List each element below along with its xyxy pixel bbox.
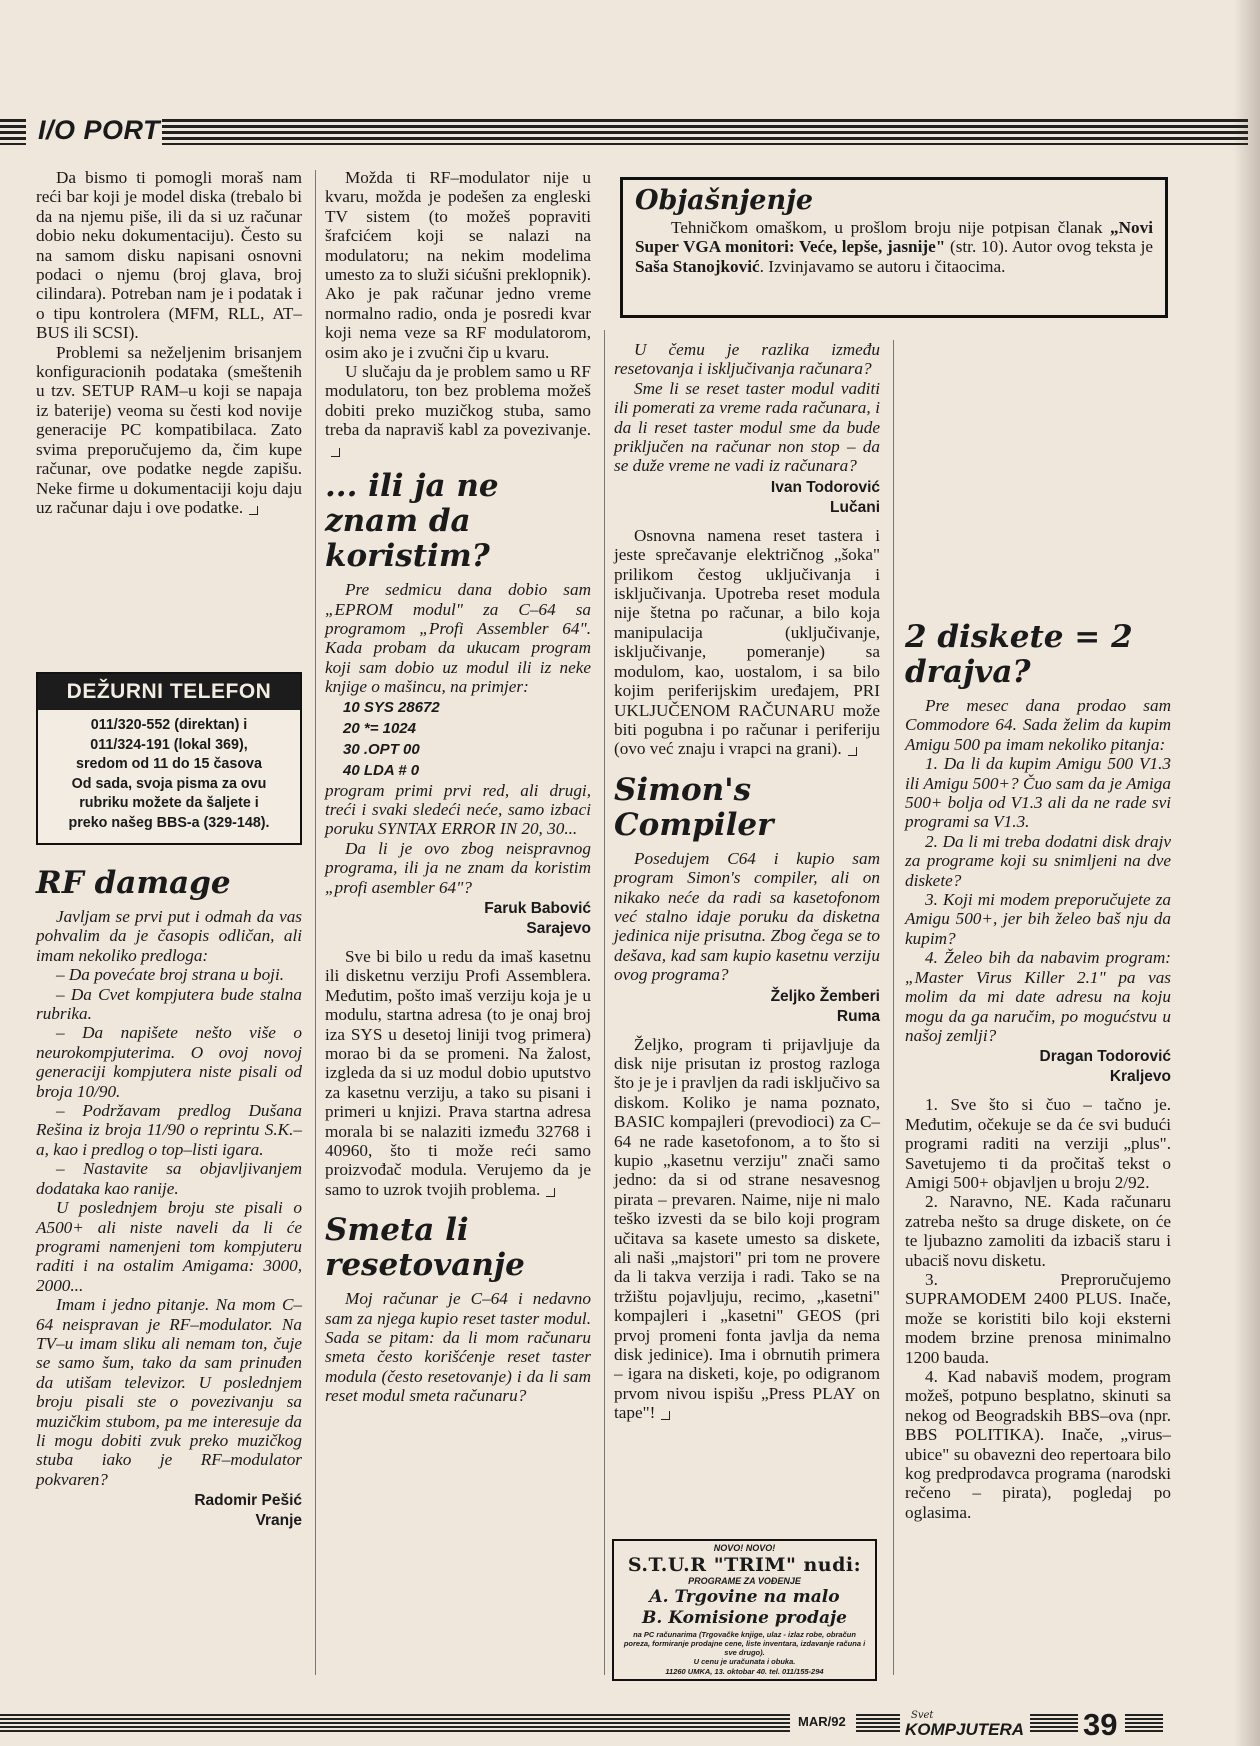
signature-name: Željko Žemberi <box>770 987 880 1005</box>
answer-paragraph: Da bismo ti pomogli moraš nam reći bar koji je model diska (trebalo bi da na njemu piše, ili da si uz računar dobio neku dokumentaciju). Često su na samom disku napisani osnovni podaci o njemu (broj glava, broj cilindara). Potreban nam je i podatak i o tipu kontrolera (MFM, RLL, AT–BUS ili SCSI). <box>36 168 302 343</box>
letter-paragraph: Da li je ovo zbog neispravnog programa, ili ja ne znam da koristim „profi asembler 64"? <box>325 838 591 897</box>
letter-paragraph: 4. Želeo bih da nabavim program: „Master Virus Killer 2.1" pa vas molim da mi date adresu na koju mogu da ga naručim, po mogućstvu u našoj zemlji? <box>905 948 1171 1045</box>
end-mark-icon <box>546 1188 555 1197</box>
letter-paragraph: Moj računar je C–64 i nedavno sam za njega kupio reset taster modul. Sada se pitam: da li mom računaru smeta često korišćenje reset taster modula (često resetovanje) i da li sam reset modul smeta računaru? <box>325 1289 591 1406</box>
answer-paragraph: Željko, program ti prijavljuje da disk nije prisutan iz prostog razloga što je je i pravljen da radi isključivo sa diskom. Koliko je nama poznato, BASIC kompajleri (prevodioci) za C–64 ne rade kasetofonom, a to što si kupio „kasetnu verziju" znači samo jedno: da si od strane nesavesnog pirata – prevaren. Naime, nije ni malo teško izvesti da se bilo koji program učitava sa kasete umesto sa diskete, ali naši „majstori" pri tom ne provere da li takva verzija i radi. Tako se na tržištu pojavljuju, recimo, „kasetni" kompajleri i „kasetni" GEOS (pri prvoj promeni fonta javlja da nema disk jedinice). Ima i obrnutih primera – igara na disketi, koje, po odigranom prvom nivou ispišu „Press PLAY on tape"! <box>614 1034 880 1423</box>
code-line: 20 *= 1024 <box>343 719 416 737</box>
phone-line: Od sada, svoja pisma za ovu <box>71 775 267 792</box>
answer-paragraph: U slučaju da je problem samo u RF modulatoru, ton bez problema možeš dobiti preko muzičkog stuba, samo treba da napraviš kabl za povezivanje. <box>325 362 591 459</box>
letter-paragraph: Pre sedmicu dana dobio sam „EPROM modul" za C–64 sa programom „Profi Assembler 64". Kada probam da ukucam program koji sam dobio uz modul ili iz neke knjige o mašincu, na primjer: <box>325 580 591 697</box>
letter-paragraph: U čemu je razlika između resetovanja i isključivanja računara? <box>614 340 880 379</box>
phone-line: rubriku možete da šaljete i <box>79 795 259 811</box>
footer-rule <box>0 1714 790 1734</box>
ad-headline: S.T.U.R "TRIM" nudi: <box>627 1554 862 1576</box>
answer-paragraph: 3. Preproručujemo SUPRAMODEM 2400 PLUS. Inače, može se koristiti bilo koji eksterni modem brzine prenosa minimalno 1200 bauda. <box>905 1269 1171 1367</box>
letter-paragraph: – Da Cvet kompjutera bude stalna rubrika. <box>36 984 302 1024</box>
column-3 <box>614 340 880 1423</box>
ad-line: A. Trgovine na malo <box>649 1587 840 1607</box>
letter-paragraph: Imam i jedno pitanje. Na mom C–64 neispravan je RF–modulator. Na TV–u imam sliku ali nemam ton, čuje se samo šum, tako da sam prinuđen da utišam televizor. U poslednjem broju pisali ste o povezivanju sa muzičkim stubom, pa me interesuje da li mogu dobiti zvuk preko muzičkog stuba iako je RF–modulator pokvaren? <box>36 1295 302 1489</box>
letter-paragraph: Javljam se prvi put i odmah da vas pohvalim da je časopis odličan, ali imam nekoliko predloga: <box>36 907 302 965</box>
ad-address: 11260 UMKA, 13. oktobar 40. tel. 011/155-294 <box>665 1667 824 1676</box>
answer-paragraph: Osnovna namena reset tastera i jeste sprečavanje električnog „šoka" prilikom čestog uključivanja i isključivanja. Upotreba reset modula nije štetna po računar, a bilo koja manipulacija (uključivanje, isključivanje, pomeranje) sa modulom, kao, uostalom, i sa bilo kojim periferijskim uređajem, PRI UKLJUČENOM RAČUNARU može biti pogubna i po računar i periferiju (ovo već znaju i vrapci na grani). <box>614 525 880 759</box>
letter-paragraph: – Podržavam predlog Dušana Rešina iz broja 11/90 o reprintu S.K.–a, kao i predlog o top–listi igara. <box>36 1101 302 1159</box>
signature-city: Lučani <box>830 498 880 516</box>
ad-line: U cenu je uračunata i obuka. <box>693 1657 796 1666</box>
letter-paragraph: – Nastavite sa objavljivanjem dodataka kao ranije. <box>36 1159 302 1198</box>
answer-paragraph: 4. Kad nabaviš modem, program možeš, potpuno besplatno, skinuti sa nekog od Beogradskih BBS–ova (npr. BBS POLITIKA). Inače, „virus–ubice" su obavezni deo repertoara bilo kog predprodavca programa (narodski rečeno – pirata), pogledaj po oglasima. <box>905 1367 1171 1522</box>
article-heading: 2 diskete = 2 drajva? <box>905 619 1133 690</box>
signature-city: Kraljevo <box>1109 1068 1171 1086</box>
code-listing <box>325 697 591 781</box>
phone-line: 011/320-552 (direktan) i <box>90 717 248 733</box>
end-mark-icon <box>848 747 857 756</box>
footer-rule <box>1125 1714 1163 1734</box>
article-heading: Smeta li resetovanje <box>325 1212 525 1284</box>
letter-signature <box>614 478 880 518</box>
signature-city: Ruma <box>836 1007 880 1025</box>
trim-advertisement <box>612 1539 877 1681</box>
signature-city: Sarajevo <box>526 919 591 937</box>
column-rule <box>893 340 894 1675</box>
letter-paragraph: Sme li se reset taster modul vaditi ili pomerati za vreme rada računara, i da li reset taster modul sme da bude priključen na računar non stop – da se duže vreme ne vadi iz računara? <box>614 378 880 476</box>
answer-paragraph: 2. Naravno, NE. Kada računaru zatreba nešto sa druge diskete, on će te ljubazno zamoliti da izbaciš staru i ubaciš novu disketu. <box>905 1192 1171 1270</box>
answer-paragraph: 1. Sve što si čuo – tačno je. Međutim, očekuje se da će svi budući programi raditi na verziji „plus". Savetujemo ti da pročitaš tekst o Amigi 500+ objavljen u broju 2/92. <box>905 1095 1171 1192</box>
rf-damage-letter <box>36 862 302 1531</box>
page-edge-shadow <box>1234 0 1260 1746</box>
page-footer <box>0 1706 1250 1746</box>
letter-paragraph: 1. Da li da kupim Amigu 500 V1.3 ili Amigu 500+? Čuo sam da je Amiga 500+ bolja od V1.3 ali da ne rade svi programi sa V1.3. <box>905 754 1171 832</box>
section-title: I/O PORT <box>38 115 161 145</box>
article-heading: ... ili ja ne znam da koristim? <box>325 468 499 575</box>
footer-rule <box>856 1714 900 1734</box>
letter-paragraph: program primi prvi red, ali drugi, treći i svaki sledeći neće, samo izbaci poruku SYNTAX ERROR IN 20, 30... <box>325 780 591 839</box>
article-heading: RF damage <box>36 865 231 901</box>
letter-signature <box>36 1491 302 1531</box>
correction-box <box>620 177 1168 318</box>
phone-line: sredom od 11 do 15 časova <box>76 756 262 772</box>
letter-paragraph: U poslednjem broju ste pisali o A500+ ali niste naveli da li će programi namenjeni tom kompjuteru raditi i na ostalim Amigama: 3000, 2000... <box>36 1198 302 1295</box>
letter-paragraph: 2. Da li mi treba dodatni disk drajv za programe koji su snimljeni na dve diskete? <box>905 831 1171 890</box>
duty-phone-title: DEŽURNI TELEFON <box>38 674 300 710</box>
header-rule-left <box>0 119 26 145</box>
ad-line: PROGRAME ZA VOĐENJE <box>688 1576 801 1586</box>
column-1 <box>36 168 302 517</box>
column-2 <box>325 168 591 1406</box>
letter-signature <box>905 1047 1171 1087</box>
ad-line: na PC računarima (Trgovačke knjige, ulaz - izlaz robe, obračun poreza, formiranje prodajne cene, liste inventara, izdavanje računa i sve drugo). <box>623 1630 866 1657</box>
column-4 <box>905 350 1171 1522</box>
issue-date: MAR/92 <box>798 1714 846 1729</box>
correction-title: Objašnjenje <box>635 185 814 216</box>
letter-paragraph: Posedujem C64 i kupio sam program Simon's compiler, ali on nikako neće da radi sa kasetofonom već stalno idaje poruku da disketna jedinica nije prisutna. Zbog čega se to dešava, kad sam kupio kasetnu verziju ovog programa? <box>614 848 880 985</box>
article-heading: Simon's Compiler <box>614 771 774 843</box>
magazine-brand: Svet KOMPJUTERA <box>905 1710 1025 1739</box>
answer-paragraph: Možda ti RF–modulator nije u kvaru, možda je podešen za engleski TV sistem (to možeš popraviti šrafcićem koji se nalazi na modulatoru; na nekim modelima umesto za to služi sićušni preklopnik). Ako je pak računar jedno vreme normalno radio, onda je posredi kvar koji nema veze sa RF modulatorom, osim ako je i zvučni čip u kvaru. <box>325 168 591 362</box>
code-line: 30 .OPT 00 <box>343 740 420 758</box>
ad-line: B. Komisione prodaje <box>642 1608 847 1628</box>
footer-rule <box>1030 1714 1078 1734</box>
code-line: 40 LDA # 0 <box>343 761 420 779</box>
signature-name: Faruk Babović <box>484 899 591 917</box>
section-header <box>0 117 1250 147</box>
correction-text: Tehničkom omaškom, u prošlom broju nije potpisan članak „Novi Super VGA monitori: Veće, lepše, jasnije" (str. 10). Autor ovog teksta je Saša Stanojković. Izvinjavamo se autoru i čitaocima. <box>635 218 1153 276</box>
signature-city: Vranje <box>255 1512 302 1530</box>
signature-name: Ivan Todorović <box>770 478 880 496</box>
phone-line: 011/324-191 (lokal 369), <box>90 736 248 753</box>
letter-paragraph: – Da povećate broj strana u boji. <box>56 965 285 985</box>
phone-line: preko našeg BBS-a (329-148). <box>68 814 270 831</box>
duty-phone-info <box>38 710 300 833</box>
header-rule-right <box>162 119 1248 145</box>
signature-name: Radomir Pešić <box>194 1492 302 1510</box>
end-mark-icon <box>249 506 258 515</box>
signature-name: Dragan Todorović <box>1039 1048 1171 1066</box>
letter-paragraph: Pre mesec dana prodao sam Commodore 64. Sada želim da kupim Amigu 500 pa imam nekoliko pitanja: <box>905 696 1171 754</box>
page-number: 39 <box>1083 1707 1118 1742</box>
column-rule <box>315 170 316 1675</box>
code-line: 10 SYS 28672 <box>343 698 440 716</box>
answer-paragraph: Sve bi bilo u redu da imaš kasetnu ili disketnu verziju Profi Assemblera. Međutim, pošto imaš verziju koja je u modulu, startna adresa (to je onaj broj iza SYS u desetoj liniji tvog primera) morao bi da se promeni. Na žalost, izgleda da si uz modul dobio uputstvo za kasetnu verziju, a tako su pisani i primeri u knjizi. Prava startna adresa morala bi se nalaziti između 32768 i 40960, što ti može reći samo proizvođač modula. Verujemo da je samo to uzrok tvojih problema. <box>325 946 591 1199</box>
end-mark-icon <box>331 448 340 457</box>
letter-paragraph: – Da napišete nešto više o neurokompjuterima. O ovoj novoj generaciji kompjutera niste pisali od broja 10/90. <box>36 1023 302 1101</box>
column-rule <box>604 330 605 1675</box>
answer-paragraph: Problemi sa neželjenim brisanjem konfiguracionih podataka (smeštenih u tzv. SETUP RAM–u koji se napaja iz baterije) veoma su česti kod novije generacije PC kompatibilaca. Zato svima preporučujemo da, čim kupe računar, ove podatke negde zapišu. Neke firme u dokumentaciji koju daju uz računar daju i ove podatke. <box>36 342 302 517</box>
duty-phone-box <box>36 672 302 845</box>
letter-signature <box>614 987 880 1027</box>
ad-line: NOVO! NOVO! <box>713 1543 776 1553</box>
letter-signature <box>325 899 591 939</box>
end-mark-icon <box>661 1411 670 1420</box>
letter-paragraph: 3. Koji mi modem preporučujete za Amigu 500+, jer bih želeo baš nju da kupim? <box>905 890 1171 948</box>
